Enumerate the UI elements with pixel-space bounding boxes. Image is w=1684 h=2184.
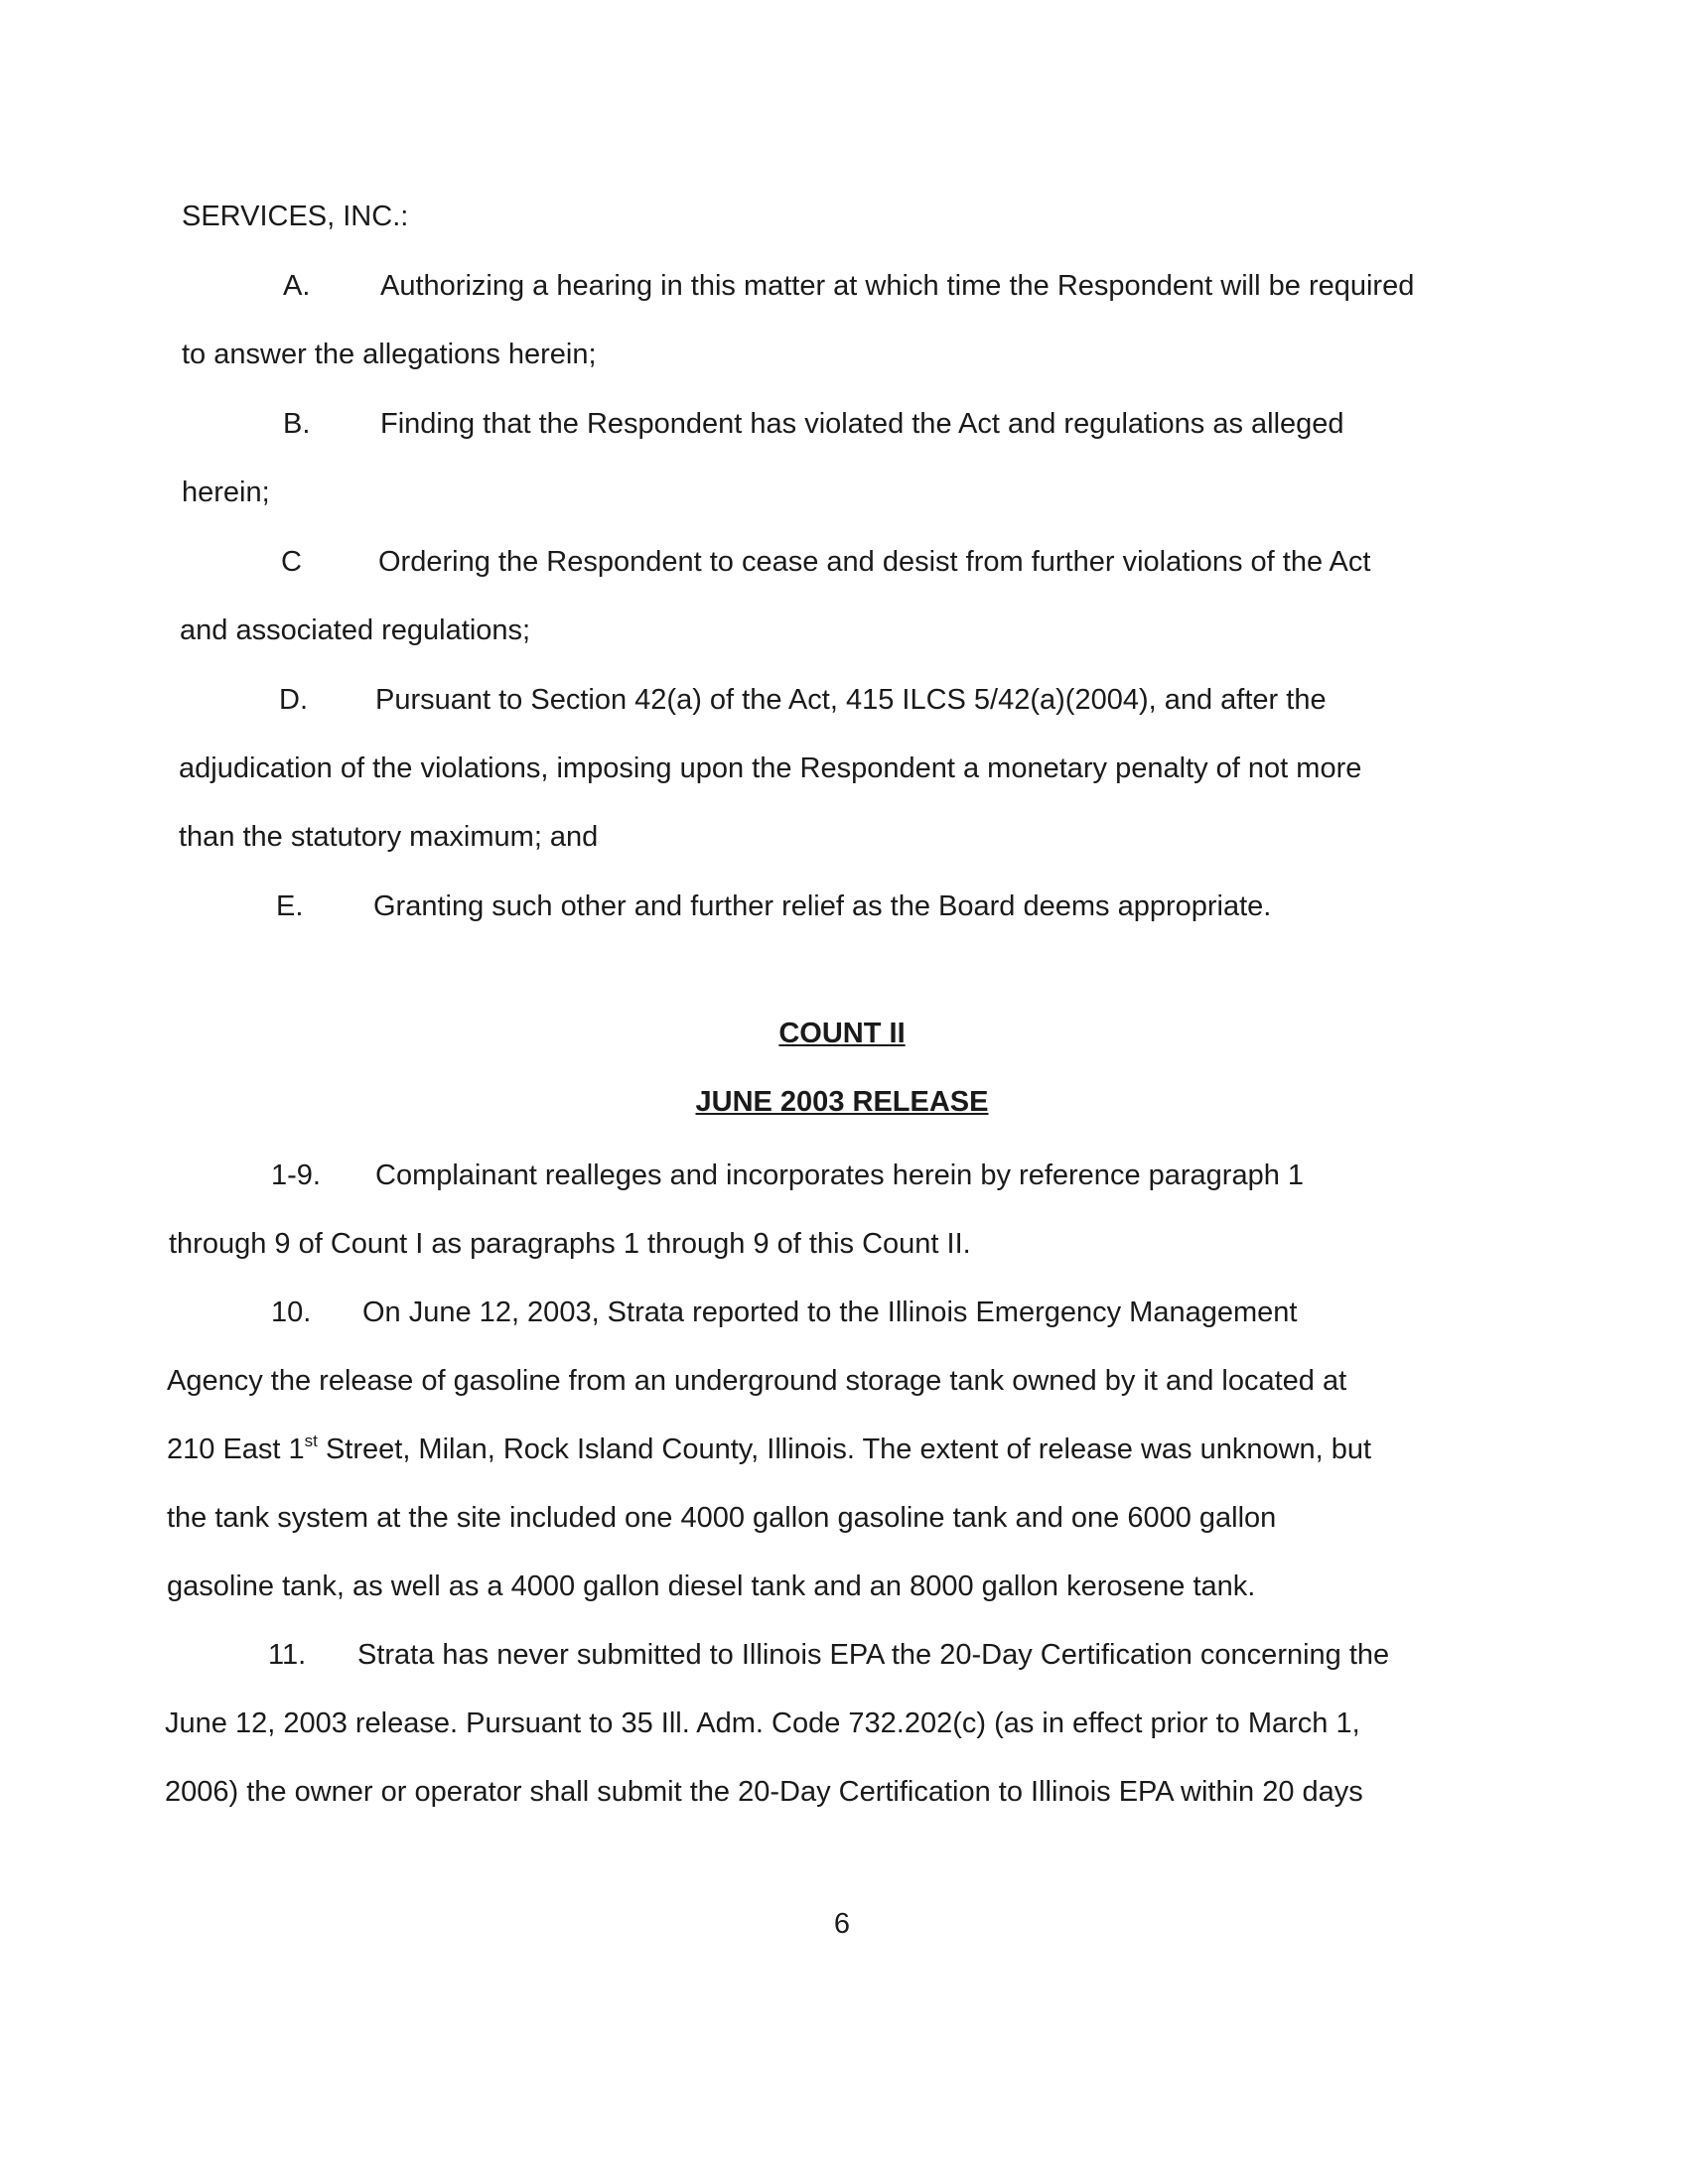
- prayer-d-line-3: than the statutory maximum; and: [179, 821, 599, 853]
- continuation-text: SERVICES, INC.:: [182, 201, 409, 232]
- para-10-address-superscript: st: [304, 1432, 318, 1450]
- prayer-a-label: A.: [283, 270, 311, 302]
- prayer-b-line-2: herein;: [182, 477, 270, 508]
- para-11-line-2: June 12, 2003 release. Pursuant to 35 Ill. Adm. Code 732.202(c) (as in effect prior to March 1,: [165, 1707, 1360, 1739]
- prayer-b-label: B.: [283, 408, 311, 440]
- para-1-9-line-2: through 9 of Count I as paragraphs 1 through 9 of this Count II.: [169, 1228, 971, 1260]
- prayer-c-line-2: and associated regulations;: [180, 614, 531, 646]
- para-11-line-1: Strata has never submitted to Illinois EPA the 20-Day Certification concerning the: [357, 1639, 1390, 1671]
- para-10-address-prefix: 210 East 1: [167, 1433, 305, 1465]
- para-10-line-4: the tank system at the site included one 4000 gallon gasoline tank and one 6000 gallon: [167, 1502, 1277, 1534]
- para-11-line-3: 2006) the owner or operator shall submit the 20-Day Certification to Illinois EPA within 20 days: [165, 1776, 1363, 1808]
- para-10-line-5: gasoline tank, as well as a 4000 gallon diesel tank and an 8000 gallon kerosene tank.: [167, 1570, 1256, 1602]
- prayer-d-line-2: adjudication of the violations, imposing upon the Respondent a monetary penalty of not more: [179, 752, 1362, 784]
- para-10-address-suffix: Street, Milan, Rock Island County, Illinois. The extent of release was unknown, but: [317, 1433, 1372, 1465]
- para-11-label: 11.: [268, 1639, 307, 1671]
- para-10-line-2: Agency the release of gasoline from an underground storage tank owned by it and located at: [167, 1365, 1347, 1397]
- prayer-d-line-1: Pursuant to Section 42(a) of the Act, 415 ILCS 5/42(a)(2004), and after the: [375, 684, 1327, 716]
- para-1-9-line-1: Complainant realleges and incorporates herein by reference paragraph 1: [375, 1160, 1305, 1191]
- count-subheading: JUNE 2003 RELEASE: [695, 1086, 989, 1118]
- prayer-e-line-1: Granting such other and further relief as the Board deems appropriate.: [373, 890, 1272, 922]
- para-10-line-1: On June 12, 2003, Strata reported to the Illinois Emergency Management: [362, 1297, 1298, 1328]
- prayer-b-line-1: Finding that the Respondent has violated the Act and regulations as alleged: [380, 408, 1344, 440]
- prayer-a-line-1: Authorizing a hearing in this matter at which time the Respondent will be required: [380, 270, 1415, 302]
- prayer-c-label: C: [281, 546, 302, 578]
- prayer-c-line-1: Ordering the Respondent to cease and desist from further violations of the Act: [378, 546, 1371, 578]
- prayer-d-label: D.: [279, 684, 308, 716]
- para-10-label: 10.: [271, 1297, 312, 1328]
- page-number: 6: [833, 1908, 851, 1940]
- prayer-e-label: E.: [276, 890, 304, 922]
- count-heading: COUNT II: [778, 1018, 906, 1049]
- prayer-a-line-2: to answer the allegations herein;: [182, 339, 597, 370]
- para-10-line-3: [167, 1416, 1371, 1484]
- para-1-9-label: 1-9.: [271, 1160, 321, 1191]
